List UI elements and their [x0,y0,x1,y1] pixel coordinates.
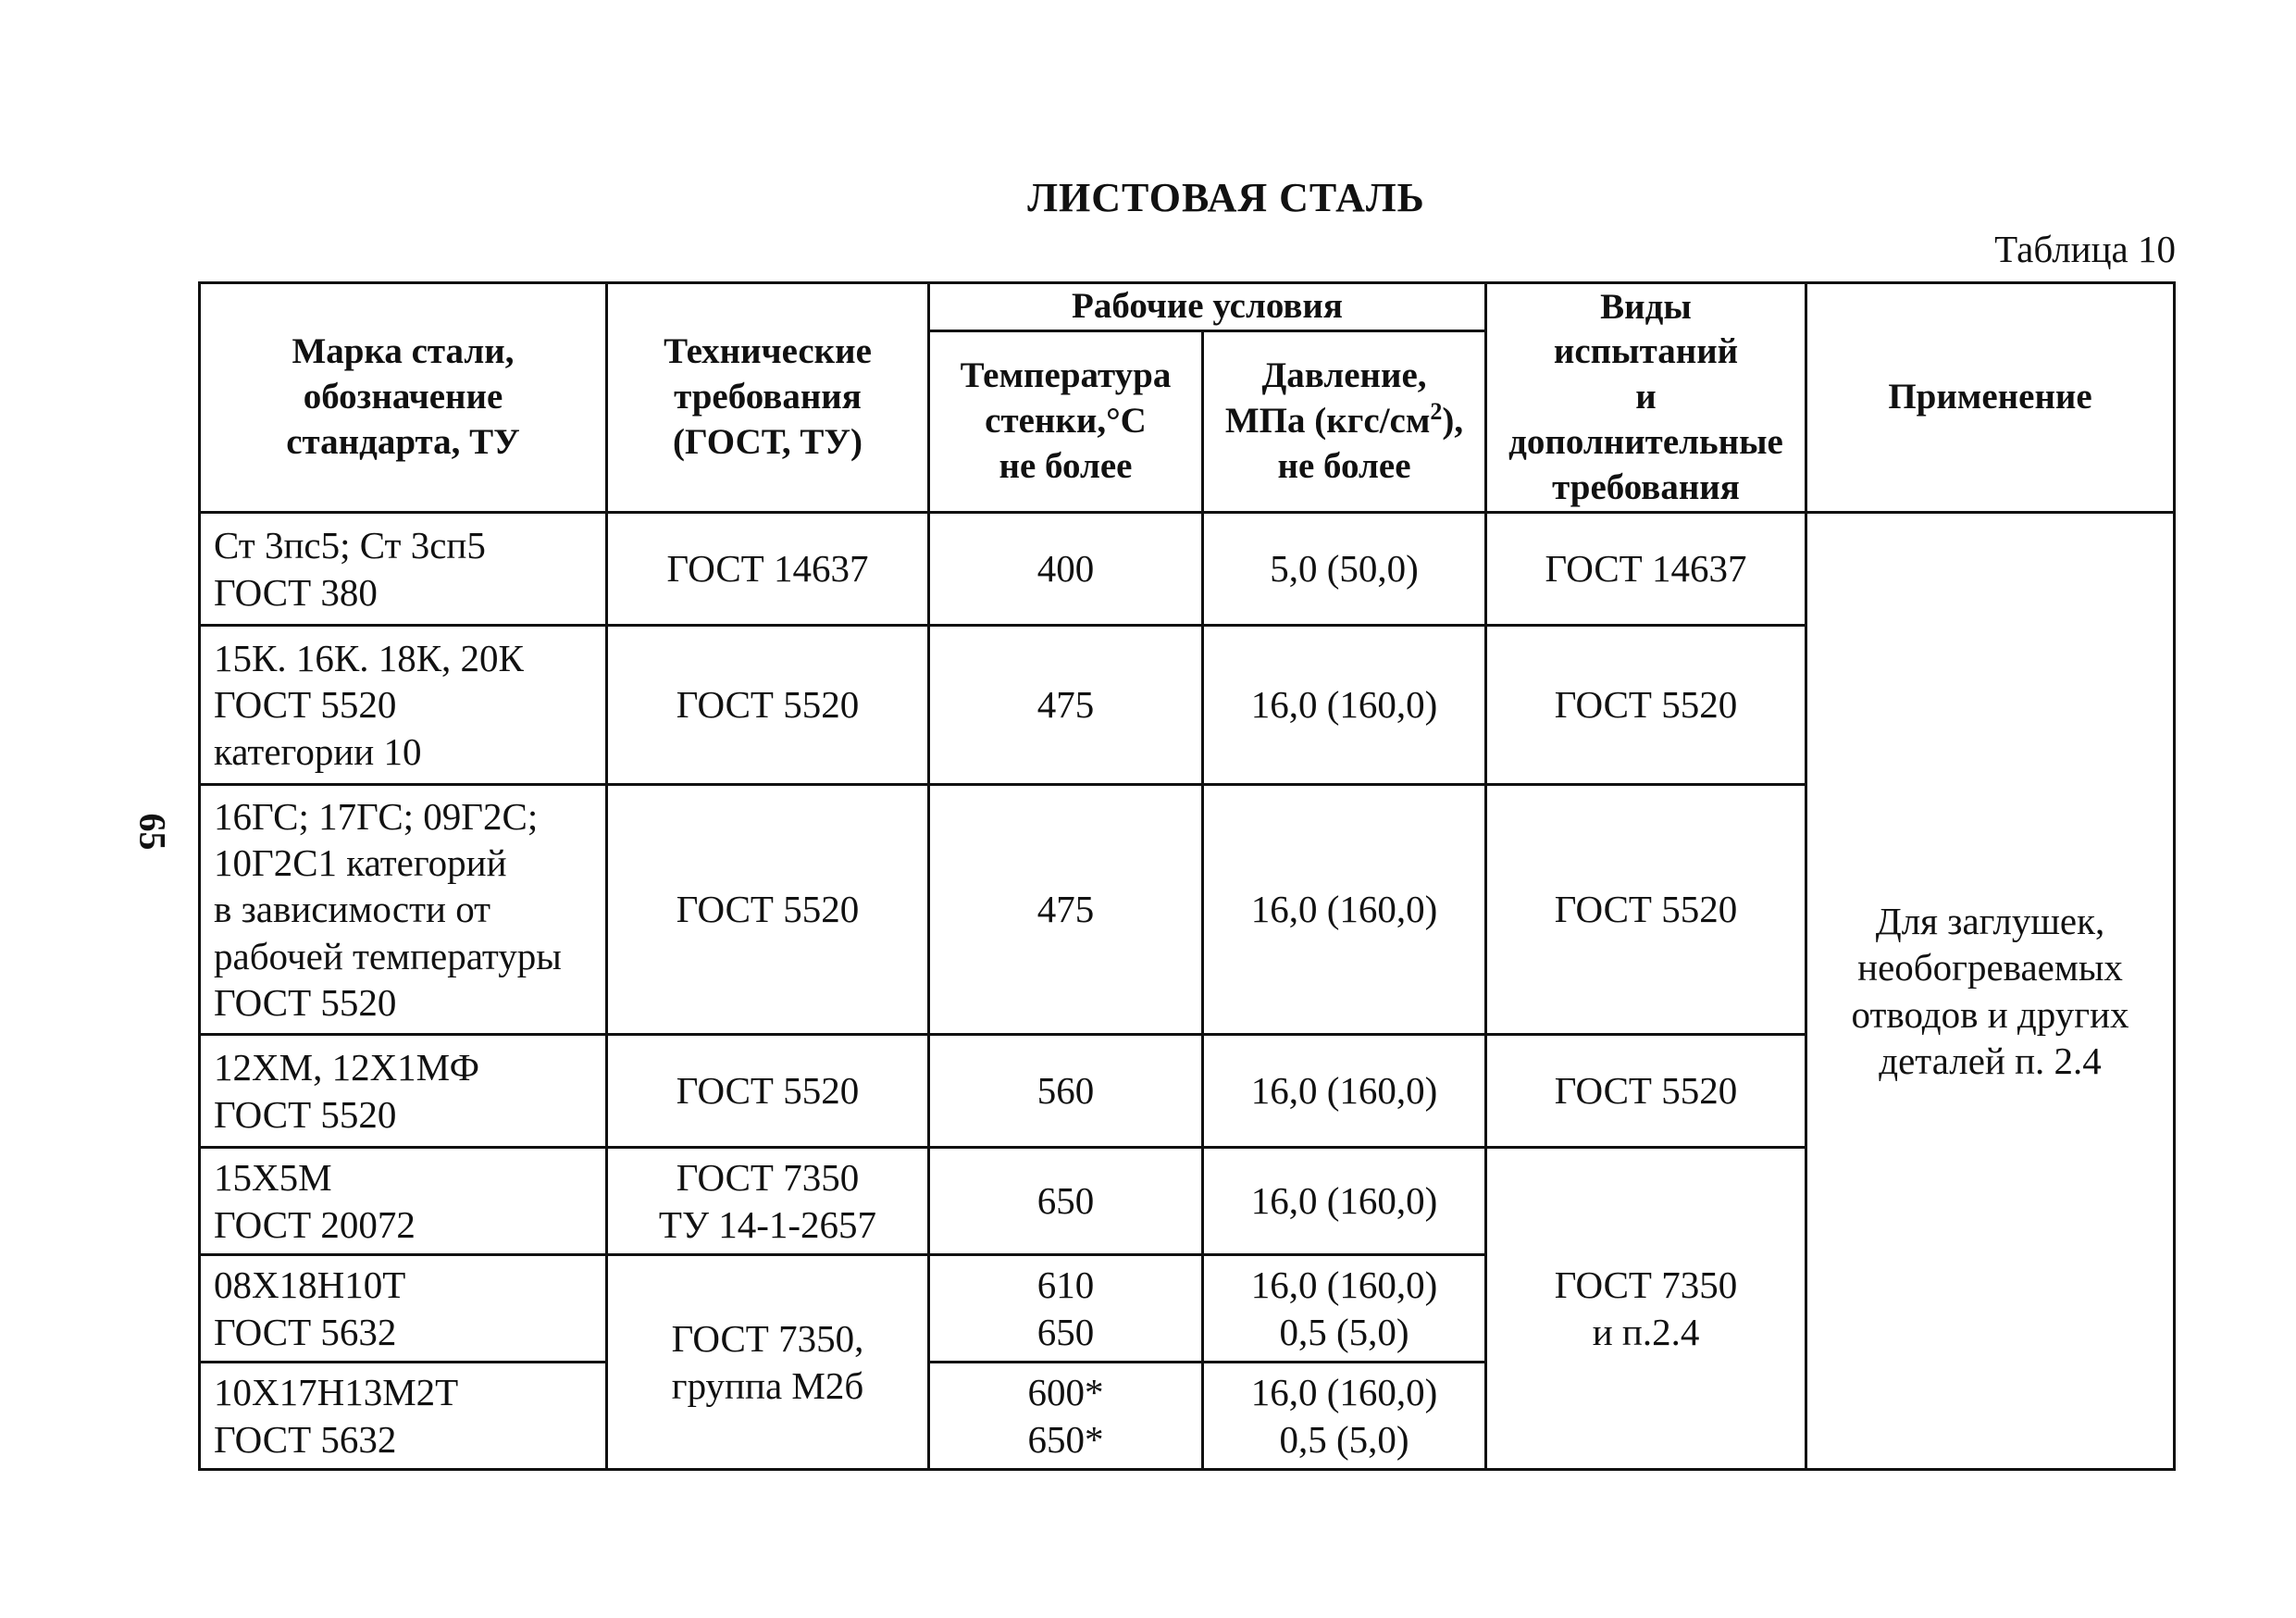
cell-line: ГОСТ 7350, [671,1317,864,1361]
header-temp-line: не более [999,445,1133,486]
header-application: Применение [1806,283,2175,513]
cell-temperature [929,1148,1203,1255]
cell-line: 600* [1027,1371,1104,1414]
header-tests [1486,283,1806,513]
cell-temperature [929,1035,1203,1148]
cell-line: 16,0 (160,0) [1250,683,1438,727]
cell-line: ГОСТ 14637 [666,547,869,591]
header-pressure-line: не более [1277,445,1411,486]
cell-pressure [1203,785,1486,1035]
header-pressure-unit: МПа (кгс/см [1224,401,1431,442]
cell-line: 560 [1036,1069,1095,1113]
cell-pressure [1203,1148,1486,1255]
cell-steel-grade [200,1035,607,1148]
cell-steel-grade [200,1148,607,1255]
cell-line: 10Х17Н13М2Т [214,1371,459,1414]
cell-technical [607,626,929,785]
cell-line: 08Х18Н10Т [214,1263,406,1307]
header-tests-line: требования [1552,467,1740,507]
cell-line: ГОСТ 5520 [676,888,860,931]
cell-line: ГОСТ 5520 [1554,888,1738,931]
cell-line: 16,0 (160,0) [1250,1263,1438,1307]
cell-line: 475 [1036,888,1095,931]
header-steel-grade [200,283,607,513]
cell-line: 16,0 (160,0) [1250,1179,1438,1223]
cell-line: необогреваемых [1857,946,2123,989]
cell-line: 16,0 (160,0) [1250,1069,1438,1113]
cell-pressure [1203,1255,1486,1363]
cell-temperature [929,513,1203,626]
header-tests-line: испытаний [1553,331,1739,372]
cell-line: 5,0 (50,0) [1270,547,1419,591]
header-steel-grade-line: Марка стали, [292,331,515,372]
cell-line: 16ГС; 17ГС; 09Г2С; [214,795,539,839]
cell-temperature [929,626,1203,785]
cell-steel-grade [200,626,607,785]
cell-pressure [1203,1035,1486,1148]
header-technical-requirements [607,283,929,513]
cell-line: 650 [1036,1179,1095,1223]
cell-temperature [929,1363,1203,1470]
cell-line: ГОСТ 380 [214,570,378,614]
cell-line: ГОСТ 5520 [214,980,397,1024]
cell-tests [1486,1148,1806,1470]
cell-tests [1486,1035,1806,1148]
cell-tests [1486,785,1806,1035]
cell-line: ТУ 14-1-2657 [658,1202,877,1246]
header-wall-temperature [929,331,1203,513]
cell-line: в зависимости от [214,888,491,931]
cell-temperature [929,1255,1203,1363]
cell-pressure [1203,626,1486,785]
header-pressure-line [1217,399,1471,444]
cell-line: ГОСТ 14637 [1545,547,1747,591]
cell-line: 12ХМ, 12Х1МФ [214,1046,479,1089]
cell-line: ГОСТ 5520 [676,1069,860,1113]
cell-line: 15Х5М [214,1156,332,1200]
header-temp-line: стенки,°С [985,401,1147,442]
cell-line: 10Г2С1 категорий [214,841,507,885]
header-pressure-superscript: 2 [1430,398,1443,426]
cell-line: 15К. 16К. 18К, 20К [214,637,524,680]
header-tests-line: и [1635,377,1657,417]
cell-line: ГОСТ 5520 [214,1092,397,1136]
header-technical-line: требования [674,377,862,417]
cell-line: и п.2.4 [1592,1310,1700,1353]
cell-line: 0,5 (5,0) [1279,1310,1409,1353]
cell-line: Для заглушек, [1875,900,2105,943]
cell-steel-grade [200,785,607,1035]
cell-steel-grade [200,1255,607,1363]
cell-line: 0,5 (5,0) [1279,1417,1409,1461]
page-number: 65 [131,813,174,851]
cell-line: 400 [1036,547,1095,591]
cell-line: ГОСТ 5632 [214,1310,397,1353]
header-steel-grade-line: обозначение [303,377,503,417]
cell-line: 650 [1036,1310,1095,1353]
header-pressure [1203,331,1486,513]
cell-steel-grade [200,1363,607,1470]
cell-line: 16,0 (160,0) [1250,1371,1438,1414]
cell-line: 16,0 (160,0) [1250,888,1438,931]
cell-line: ГОСТ 5520 [1554,1069,1738,1113]
header-steel-grade-line: стандарта, ТУ [286,421,520,462]
cell-line: 650* [1027,1417,1104,1461]
cell-line: рабочей температуры [214,934,562,977]
header-temp-line: Температура [960,355,1172,396]
cell-technical [607,1148,929,1255]
steel-table [198,281,2176,1471]
cell-line: ГОСТ 5520 [1554,683,1738,727]
document-title: ЛИСТОВАЯ СТАЛЬ [1027,175,1425,220]
cell-temperature [929,785,1203,1035]
cell-pressure [1203,513,1486,626]
cell-tests [1486,513,1806,626]
cell-pressure [1203,1363,1486,1470]
cell-technical [607,513,929,626]
cell-technical [607,1255,929,1470]
cell-line: категории 10 [214,729,422,773]
header-pressure-line: Давление, [1261,355,1427,396]
cell-technical [607,785,929,1035]
cell-line: ГОСТ 7350 [1554,1263,1738,1307]
cell-line: ГОСТ 7350 [676,1156,860,1200]
cell-application [1806,513,2175,1470]
cell-line: ГОСТ 5520 [676,683,860,727]
cell-line: деталей п. 2.4 [1879,1039,2102,1082]
header-technical-line: Технические [664,331,872,372]
cell-line: 610 [1036,1263,1095,1307]
table-row [200,513,2175,626]
header-tests-line: дополнительные [1508,421,1783,462]
header-working-conditions: Рабочие условия [929,283,1486,331]
cell-line: ГОСТ 5632 [214,1417,397,1461]
header-tests-line: Виды [1600,286,1692,327]
table-number-label: Таблица 10 [1994,228,2176,270]
cell-line: 475 [1036,683,1095,727]
cell-line: ГОСТ 20072 [214,1202,416,1246]
cell-line: Ст 3пс5; Ст 3сп5 [214,524,486,567]
cell-technical [607,1035,929,1148]
header-technical-line: (ГОСТ, ТУ) [672,421,863,462]
header-pressure-unit-end: ), [1442,401,1464,442]
cell-tests [1486,626,1806,785]
cell-line: отводов и других [1851,992,2129,1036]
cell-line: ГОСТ 5520 [214,683,397,727]
cell-line: группа М2б [671,1363,864,1407]
cell-steel-grade [200,513,607,626]
